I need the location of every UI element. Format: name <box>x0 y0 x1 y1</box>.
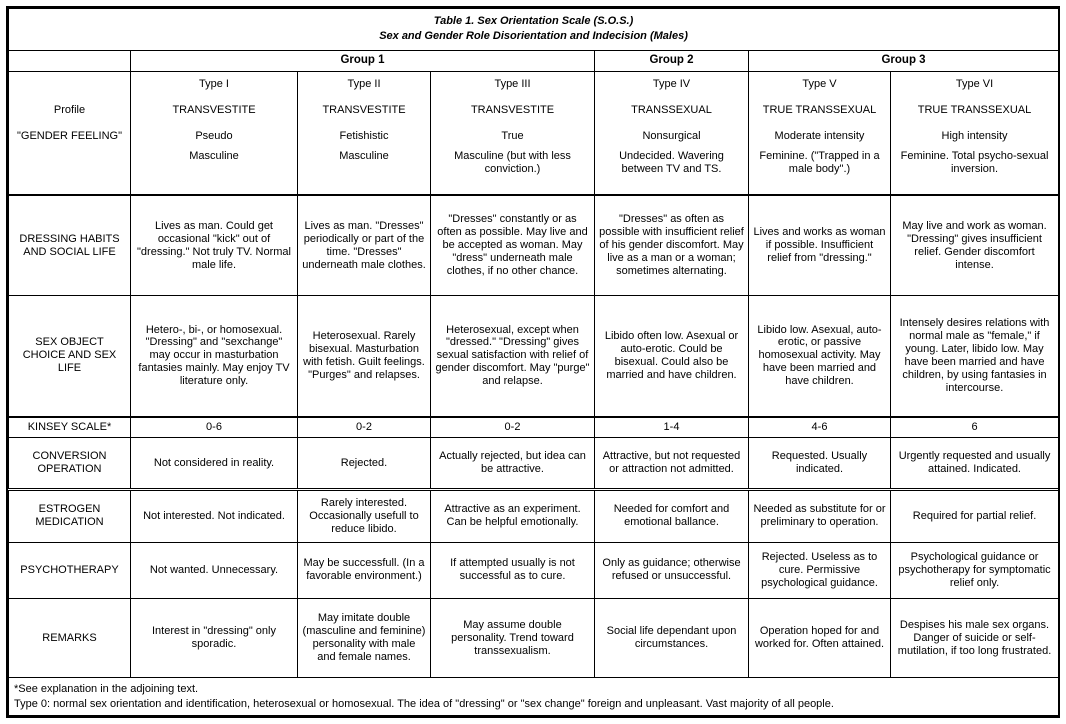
cell-kinsey-type2: 0-2 <box>298 417 431 438</box>
group-header-row <box>9 50 1059 71</box>
title-row <box>9 9 1059 51</box>
table-title-line1: Table 1. Sex Orientation Scale (S.O.S.) <box>433 15 634 28</box>
type-3-subtype: True <box>431 123 595 149</box>
cell-estrogen-type6: Required for partial relief. <box>891 490 1059 542</box>
table-title-line2: Sex and Gender Role Disorientation and Indecision (Males) <box>379 30 688 43</box>
row-label: KINSEY SCALE* <box>9 417 131 438</box>
cell-psychotherapy-type1: Not wanted. Unnecessary. <box>131 542 298 598</box>
cell-sexobject-type2: Heterosexual. Rarely bisexual. Masturbation with fetish. Guilt feelings. "Purges" and relapses. <box>298 296 431 417</box>
cell-dressing-type4: "Dresses" as often as possible with insufficient relief of his gender discomfort. May live as a man or a woman; sometimes alternating. <box>595 195 749 295</box>
footnote-asterisk: *See explanation in the adjoining text. <box>14 682 199 695</box>
row-label: DRESSING HABITS AND SOCIAL LIFE <box>9 195 131 295</box>
cell-sexobject-type5: Libido low. Asexual, auto-erotic, or passive homosexual activity. May have been married and have children. <box>749 296 891 417</box>
footnotes <box>9 678 1059 716</box>
profile-label: Profile <box>9 97 131 123</box>
cell-kinsey-type6: 6 <box>891 417 1059 438</box>
cell-conversion-type4: Attractive, but not requested or attraction not admitted. <box>595 438 749 490</box>
row-sex-object-choice <box>9 296 1059 417</box>
type-4-subtype: Nonsurgical <box>595 123 749 149</box>
cell-dressing-type1: Lives as man. Could get occasional "kick" out of "dressing." Not truly TV. Normal male life. <box>131 195 298 295</box>
type-5-feeling: Feminine. ("Trapped in a male body".) <box>749 149 891 195</box>
row-dressing-habits <box>9 195 1059 295</box>
cell-estrogen-type4: Needed for comfort and emotional ballance. <box>595 490 749 542</box>
row-label: CONVERSION OPERATION <box>9 438 131 490</box>
row-label: ESTROGEN MEDICATION <box>9 490 131 542</box>
cell-dressing-type2: Lives as man. "Dresses" periodically or part of the time. "Dresses" underneath male clothes. <box>298 195 431 295</box>
group-1-header: Group 1 <box>131 50 595 71</box>
type-3-category: TRANSVESTITE <box>431 97 595 123</box>
gender-feeling-label: "GENDER FEELING" <box>9 123 131 149</box>
footnote-row <box>9 678 1059 716</box>
type-3-feeling: Masculine (but with less conviction.) <box>431 149 595 195</box>
type-category-row <box>9 97 1059 123</box>
type-5-name: Type V <box>749 71 891 97</box>
cell-remarks-type1: Interest in "dressing" only sporadic. <box>131 598 298 677</box>
row-remarks <box>9 598 1059 677</box>
type-6-category: TRUE TRANSSEXUAL <box>891 97 1059 123</box>
row-conversion-operation <box>9 438 1059 490</box>
row-estrogen-medication <box>9 490 1059 542</box>
group-3-header: Group 3 <box>749 50 1059 71</box>
cell-estrogen-type3: Attractive as an experiment. Can be helpful emotionally. <box>431 490 595 542</box>
type-1-category: TRANSVESTITE <box>131 97 298 123</box>
sos-table <box>8 8 1059 716</box>
spacer-cell <box>9 149 131 195</box>
row-label: SEX OBJECT CHOICE AND SEX LIFE <box>9 296 131 417</box>
cell-sexobject-type4: Libido often low. Asexual or auto-erotic. Could be bisexual. Could also be married and have children. <box>595 296 749 417</box>
type-2-category: TRANSVESTITE <box>298 97 431 123</box>
cell-kinsey-type4: 1-4 <box>595 417 749 438</box>
cell-remarks-type3: May assume double personality. Trend toward transsexualism. <box>431 598 595 677</box>
type-name-row <box>9 71 1059 97</box>
footnote-type0: Type 0: normal sex orientation and identification, heterosexual or homosexual. The idea of "dressing" or "sex change" foreign and unpleasant. Vast majority of all people. <box>14 697 834 710</box>
type-4-name: Type IV <box>595 71 749 97</box>
type-4-category: TRANSSEXUAL <box>595 97 749 123</box>
cell-remarks-type2: May imitate double (masculine and feminine) personality with male and female names. <box>298 598 431 677</box>
table-frame <box>6 6 1060 718</box>
cell-dressing-type3: "Dresses" constantly or as often as possible. May live and be accepted as woman. May "dress" underneath male clothes, if no other chance. <box>431 195 595 295</box>
cell-remarks-type5: Operation hoped for and worked for. Often attained. <box>749 598 891 677</box>
cell-sexobject-type1: Hetero-, bi-, or homosexual. "Dressing" and "sexchange" may occur in masturbation fantasies mainly. May enjoy TV literature only. <box>131 296 298 417</box>
table-title <box>9 9 1059 51</box>
row-label: REMARKS <box>9 598 131 677</box>
type-feeling-row <box>9 149 1059 195</box>
cell-conversion-type5: Requested. Usually indicated. <box>749 438 891 490</box>
cell-psychotherapy-type3: If attempted usually is not successful as to cure. <box>431 542 595 598</box>
type-6-feeling: Feminine. Total psycho-sexual inversion. <box>891 149 1059 195</box>
cell-estrogen-type5: Needed as substitute for or preliminary to operation. <box>749 490 891 542</box>
type-subtype-row <box>9 123 1059 149</box>
cell-psychotherapy-type2: May be successfull. (In a favorable environment.) <box>298 542 431 598</box>
cell-psychotherapy-type4: Only as guidance; otherwise refused or unsuccessful. <box>595 542 749 598</box>
cell-kinsey-type3: 0-2 <box>431 417 595 438</box>
cell-sexobject-type3: Heterosexual, except when "dressed." "Dressing" gives sexual satisfaction with relief of gender discomfort. May "purge" and relapse. <box>431 296 595 417</box>
group-2-header: Group 2 <box>595 50 749 71</box>
cell-estrogen-type1: Not interested. Not indicated. <box>131 490 298 542</box>
cell-estrogen-type2: Rarely interested. Occasionally usefull to reduce libido. <box>298 490 431 542</box>
cell-sexobject-type6: Intensely desires relations with normal male as "female," if young. Later, libido low. May have been married and have children, by using fantasies in intercourse. <box>891 296 1059 417</box>
type-5-subtype: Moderate intensity <box>749 123 891 149</box>
cell-dressing-type5: Lives and works as woman if possible. Insufficient relief from "dressing." <box>749 195 891 295</box>
cell-psychotherapy-type5: Rejected. Useless as to cure. Permissive psychological guidance. <box>749 542 891 598</box>
type-1-feeling: Masculine <box>131 149 298 195</box>
type-6-name: Type VI <box>891 71 1059 97</box>
group-header-spacer <box>9 50 131 71</box>
cell-conversion-type3: Actually rejected, but idea can be attractive. <box>431 438 595 490</box>
type-6-subtype: High intensity <box>891 123 1059 149</box>
type-5-category: TRUE TRANSSEXUAL <box>749 97 891 123</box>
type-2-name: Type II <box>298 71 431 97</box>
cell-kinsey-type5: 4-6 <box>749 417 891 438</box>
cell-conversion-type2: Rejected. <box>298 438 431 490</box>
type-1-subtype: Pseudo <box>131 123 298 149</box>
type-2-feeling: Masculine <box>298 149 431 195</box>
cell-conversion-type1: Not considered in reality. <box>131 438 298 490</box>
cell-dressing-type6: May live and work as woman. "Dressing" gives insufficient relief. Gender discomfort intense. <box>891 195 1059 295</box>
cell-remarks-type6: Despises his male sex organs. Danger of suicide or self-mutilation, if too long frustrated. <box>891 598 1059 677</box>
type-4-feeling: Undecided. Wavering between TV and TS. <box>595 149 749 195</box>
cell-conversion-type6: Urgently requested and usually attained. Indicated. <box>891 438 1059 490</box>
spacer-cell <box>9 71 131 97</box>
cell-kinsey-type1: 0-6 <box>131 417 298 438</box>
cell-psychotherapy-type6: Psychological guidance or psychotherapy for symptomatic relief only. <box>891 542 1059 598</box>
row-psychotherapy <box>9 542 1059 598</box>
type-2-subtype: Fetishistic <box>298 123 431 149</box>
row-label: PSYCHOTHERAPY <box>9 542 131 598</box>
type-3-name: Type III <box>431 71 595 97</box>
type-1-name: Type I <box>131 71 298 97</box>
cell-remarks-type4: Social life dependant upon circumstances. <box>595 598 749 677</box>
row-kinsey-scale <box>9 417 1059 438</box>
